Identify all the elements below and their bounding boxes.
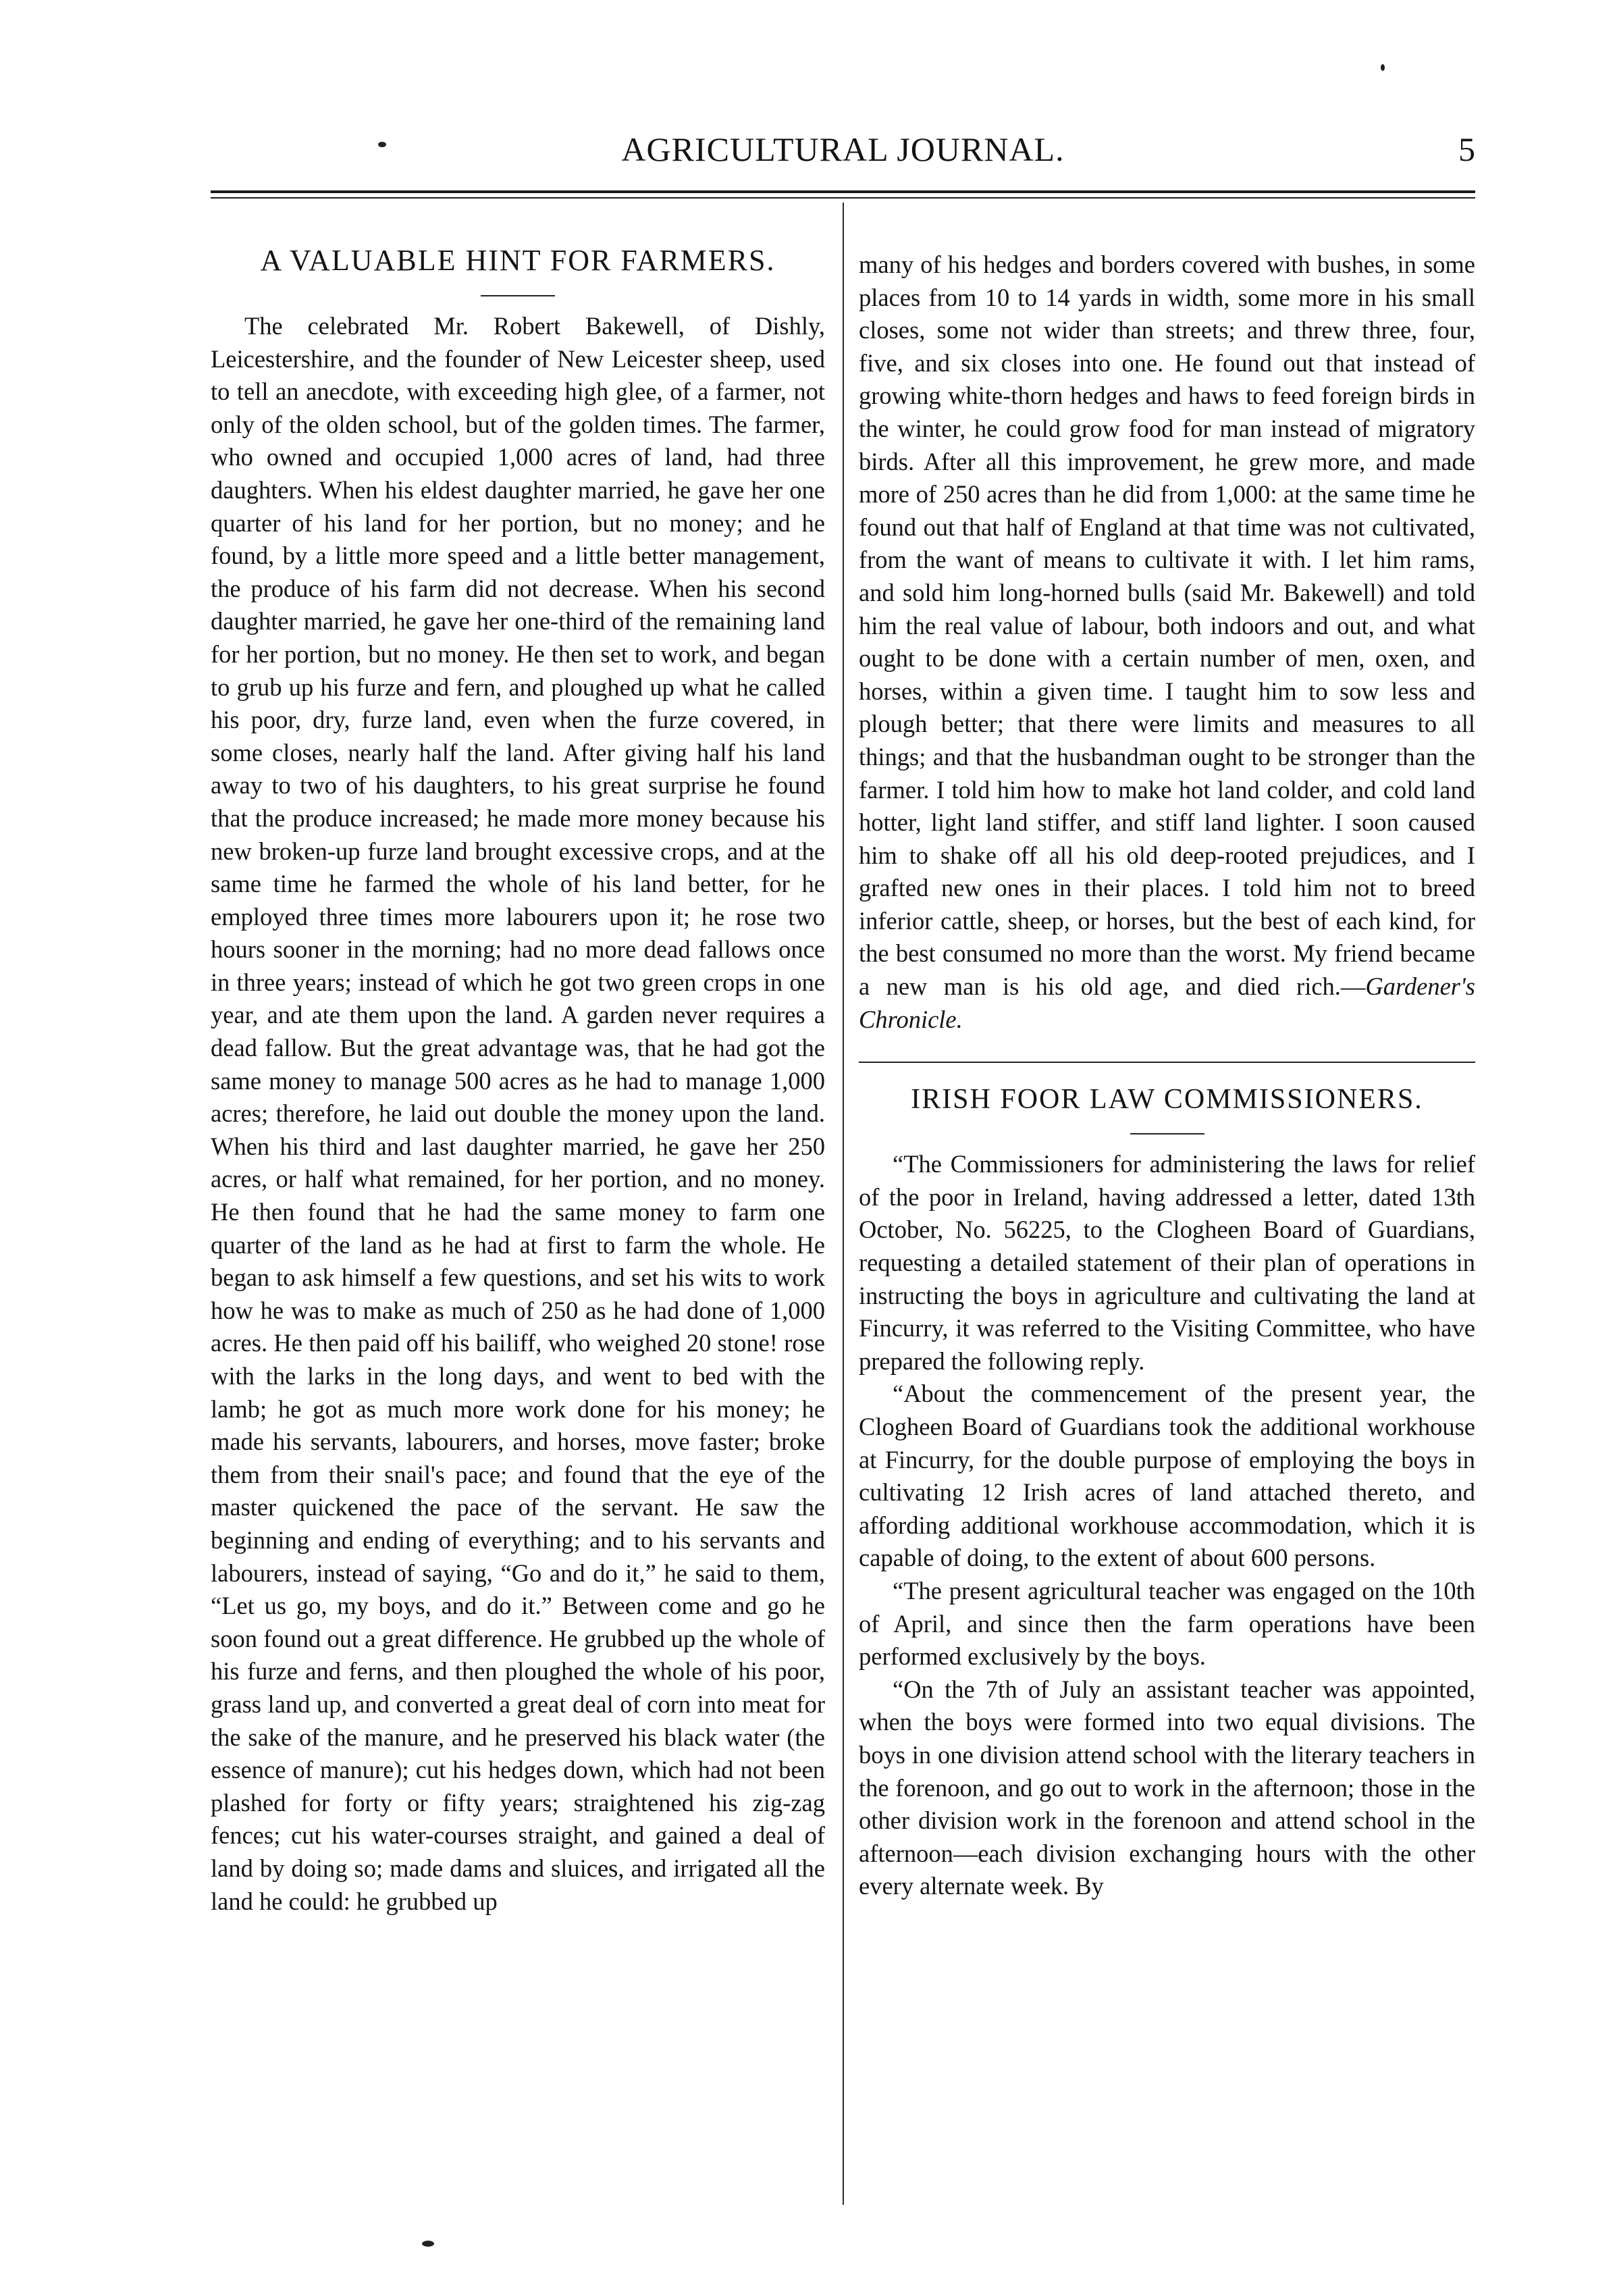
article-body-right (859, 249, 1475, 1036)
header-rule-thick (211, 190, 1475, 193)
running-title: AGRICULTURAL JOURNAL. (621, 130, 1065, 168)
ink-speck (1381, 64, 1385, 71)
page-header (211, 130, 1475, 190)
right-column (859, 203, 1475, 1903)
title-rule (1130, 1133, 1204, 1134)
header-rule-thin (211, 197, 1475, 199)
paragraph: “The Commissioners for administering the laws for relief of the poor in Ireland, having addressed a letter, dated 13th October, No. 56225, to the Clogheen Board of Guardians, requesting a detailed statement of their plan of operations in instructing the boys in agriculture and cultivating the land at Fincurry, it was referred to the Visiting Committee, who have prepared the following reply. (859, 1150, 1475, 1375)
article-source: Gardener's Chronicle. (859, 972, 1475, 1033)
page-number: 5 (1458, 130, 1475, 168)
ink-speck (378, 142, 386, 147)
article-title: A VALUABLE HINT FOR FARMERS. (260, 244, 776, 277)
ink-speck (422, 2241, 434, 2247)
section-rule (859, 1062, 1475, 1063)
paragraph: “About the commencement of the present year, the Clogheen Board of Guardians took the additional workhouse at Fincurry, for the double purpose of employing the boys in cultivating 12 Irish acres of land attached thereto, and affording additional workhouse accommodation, which it is capable of doing, to the extent of about 600 persons. (859, 1380, 1475, 1572)
column-divider (843, 203, 844, 2205)
left-column (211, 203, 825, 1918)
title-rule (481, 295, 555, 296)
paragraph: “On the 7th of July an assistant teacher was appointed, when the boys were formed into two equal divisions. The boys in one division attend school with the literary teachers in the forenoon, and go out to work in the afternoon; those in the other division work in the forenoon and attend school in the afternoon—each division exchanging hours with the other every alternate week. By (859, 1675, 1475, 1900)
article-body-continued: many of his hedges and borders covered with bushes, in some places from 10 to 14 yards in width, some more in his small closes, some not wider than streets; and threw three, four, five, and six closes into one. He found out that instead of growing white-thorn hedges and haws to feed foreign birds in the winter, he could grow food for man instead of migratory birds. After all this improvement, he grew more, and made more of 250 acres than he did from 1,000: at the same time he found out that half of England at that time was not cultivated, from the want of means to cultivate it with. I let him rams, and sold him long-horned bulls (said Mr. Bakewell) and told him the real value of labour, both indoors and out, and what ought to be done with a certain number of men, oxen, and horses, within a given time. I taught him to sow less and plough better; that there were limits and measures to all things; and that the husbandman ought to be stronger than the farmer. I told him how to make hot land colder, and cold land hotter, light land stiffer, and stiff land lighter. I soon caused him to shake off all his old deep-rooted prejudices, and I grafted new ones in their places. I told him not to breed inferior cattle, sheep, or horses, but the best of each kind, for the best consumed no more than the worst. My friend became a new man is his old age, and died rich.— (859, 251, 1475, 1001)
paragraph: “The present agricultural teacher was engaged on the 10th of April, and since then the farm operations have been performed exclusively by the boys. (859, 1576, 1475, 1671)
article-title: IRISH FOOR LAW COMMISSIONERS. (911, 1084, 1423, 1116)
article-body-left: The celebrated Mr. Robert Bakewell, of Dishly, Leicestershire, and the founder of New Leicester sheep, used to tell an anecdote, with exceeding high glee, of a farmer, not only of the olden school, but of the golden times. The farmer, who owned and occupied 1,000 acres of land, had three daughters. When his eldest daughter married, he gave her one quarter of his land for her portion, but no money; and he found, by a little more speed and a little better management, the produce of his farm did not decrease. When his second daughter married, he gave her one-third of the remaining land for her portion, but no money. He then set to work, and began to grub up his furze and fern, and ploughed up what he called his poor, dry, furze land, even when the furze covered, in some closes, nearly half the land. After giving half his land away to two of his daughters, to his great surprise he found that the produce increased; he made more money because his new broken-up furze land brought excessive crops, and at the same time he farmed the whole of his land better, for he employed three times more labourers upon it; he rose two hours sooner in the morning; had no more dead fallows once in three years; instead of which he got two green crops in one year, and ate them upon the land. A garden never requires a dead fallow. But the great advantage was, that he had got the same money to manage 500 acres as he had to manage 1,000 acres; therefore, he laid out double the money upon the land. When his third and last daughter married, he gave her 250 acres, or half what remained, for her portion, and no money. He then found that he had the same money to farm one quarter of the land as he had at first to farm the whole. He began to ask himself a few questions, and set his wits to work how he was to make as much of 250 as he had done of 1,000 acres. He then paid off his bailiff, who weighed 20 stone! rose with the larks in the long days, and went to bed with the lamb; he got as much more work done for his money; he made his servants, labourers, and horses, move faster; broke them from their snail's pace; and found that the eye of the master quickened the pace of the servant. He saw the beginning and ending of everything; and to his servants and labourers, instead of saying, “Go and do it,” he said to them, “Let us go, my boys, and do it.” Between come and go he soon found out a great difference. He grubbed up the whole of his furze and ferns, and then ploughed the whole of his poor, grass land up, and converted a great deal of corn into meat for the sake of the manure, and he preserved his black water (the essence of manure); cut his hedges down, which had not been plashed for forty or fifty years; straightened his zig-zag fences; cut his water-courses straight, and gained a deal of land by doing so; made dams and sluices, and irrigated all the land he could: he grubbed up (211, 312, 825, 1915)
